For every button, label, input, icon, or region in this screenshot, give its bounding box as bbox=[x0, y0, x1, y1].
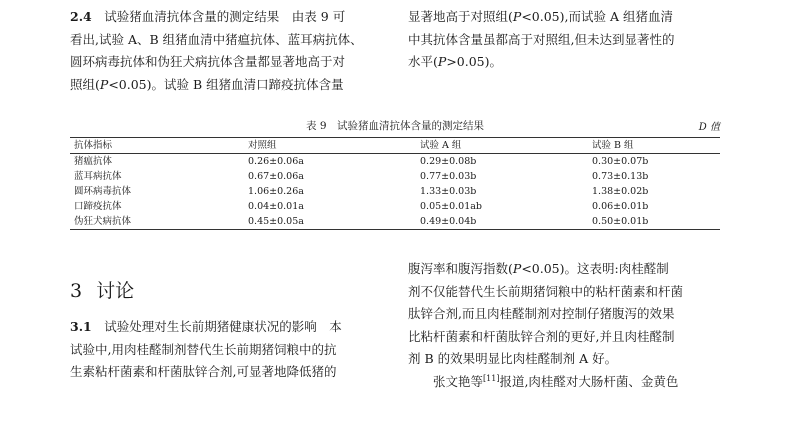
table-row bbox=[70, 214, 720, 230]
table-cell: 0.49±0.04b bbox=[420, 216, 477, 227]
sec3-right-line-6: 张文艳等[11]报道,肉桂醛对大肠杆菌、金黄色 bbox=[433, 373, 679, 389]
sec24-line-4: 照组(P<0.05)。试验 B 组猪血清口蹄疫抗体含量 bbox=[70, 76, 344, 92]
sec3-right-line-3: 肽锌合剂,而且肉桂醛制剂对控制仔猪腹泻的效果 bbox=[408, 306, 675, 321]
section-3-heading: 3 讨论 bbox=[70, 280, 135, 302]
table-title: 表 9 试验猪血清抗体含量的测定结果 bbox=[305, 120, 485, 132]
table-cell: 0.73±0.13b bbox=[592, 171, 649, 182]
sec24-line-3: 圆环病毒抗体和伪狂犬病抗体含量都显著地高于对 bbox=[70, 54, 346, 69]
table-cell: 口蹄疫抗体 bbox=[74, 201, 122, 212]
table-cell: 0.29±0.08b bbox=[420, 156, 477, 167]
sec31-number: 3.1 bbox=[70, 319, 92, 334]
sec24-right-line-2: 中其抗体含量虽都高于对照组,但未达到显著性的 bbox=[408, 31, 675, 47]
table-cell: 猪瘟抗体 bbox=[74, 156, 113, 167]
table-header-row bbox=[70, 138, 720, 154]
table-cell: 1.33±0.03b bbox=[420, 186, 477, 197]
sec3-right-line-1: 腹泻率和腹泻指数(P<0.05)。这表明:肉桂醛制 bbox=[408, 261, 669, 276]
table-row bbox=[70, 154, 720, 170]
table-cell: 0.26±0.06a bbox=[248, 156, 304, 167]
table-unit: D 值 bbox=[698, 122, 720, 133]
section-3-right bbox=[408, 258, 720, 393]
table-row bbox=[70, 184, 720, 199]
table-cell: 0.50±0.01b bbox=[592, 216, 649, 227]
table-cell: 蓝耳病抗体 bbox=[74, 171, 122, 182]
table-cell: 0.45±0.05a bbox=[248, 216, 304, 227]
table-row bbox=[70, 169, 720, 184]
sec3-right-line-2: 剂不仅能替代生长前期猪饲粮中的粘杆菌素和杆菌 bbox=[408, 283, 684, 299]
table-cell: 0.77±0.03b bbox=[420, 171, 477, 182]
header-control: 对照组 bbox=[248, 140, 277, 151]
table-cell: 0.67±0.06a bbox=[248, 171, 304, 182]
citation: [11] bbox=[483, 373, 500, 383]
header-group-a: 试验 A 组 bbox=[420, 140, 462, 151]
sec31-line-1: 3.1 试验处理对生长前期猪健康状况的影响 本 bbox=[70, 319, 342, 334]
table-cell: 0.04±0.01a bbox=[248, 201, 304, 212]
sec24-heading-title: 试验猪血清抗体含量的测定结果 bbox=[104, 9, 280, 24]
antibody-table bbox=[70, 137, 720, 230]
sec31-line-3: 生素粘杆菌素和杆菌肽锌合剂,可显著地降低猪的 bbox=[70, 364, 337, 379]
table-cell: 圆环病毒抗体 bbox=[74, 186, 132, 197]
table-cell: 0.30±0.07b bbox=[592, 156, 649, 167]
header-group-b: 试验 B 组 bbox=[592, 140, 634, 151]
table-cell: 1.38±0.02b bbox=[592, 186, 649, 197]
sec24-line-1: 2.4 试验猪血清抗体含量的测定结果 由表 9 可 bbox=[70, 9, 346, 24]
sec24-line-2: 看出,试验 A、B 组猪血清中猪瘟抗体、蓝耳病抗体、 bbox=[70, 31, 363, 47]
sec24-heading-number: 2.4 bbox=[70, 9, 92, 24]
table-row bbox=[70, 199, 720, 214]
table-cell: 0.05±0.01ab bbox=[420, 201, 483, 212]
table-cell: 1.06±0.26a bbox=[248, 186, 304, 197]
section-3-1-left bbox=[70, 316, 388, 384]
sec24-right-line-3: 水平(P>0.05)。 bbox=[408, 54, 502, 69]
section-2-4-right bbox=[408, 6, 720, 74]
sec31-title: 试验处理对生长前期猪健康状况的影响 bbox=[104, 319, 317, 334]
table-cell: 0.06±0.01b bbox=[592, 201, 649, 212]
header-indicator: 抗体指标 bbox=[74, 140, 113, 151]
sec31-line-2: 试验中,用肉桂醛制剂替代生长前期猪饲粮中的抗 bbox=[70, 341, 337, 357]
sec3-right-line-4: 比粘杆菌素和杆菌肽锌合剂的更好,并且肉桂醛制 bbox=[408, 328, 675, 344]
sec3-right-line-5: 剂 B 的效果明显比肉桂醛制剂 A 好。 bbox=[408, 351, 618, 366]
section-2-4-left bbox=[70, 6, 388, 96]
table-cell: 伪狂犬病抗体 bbox=[74, 216, 132, 227]
sec24-right-line-1: 显著地高于对照组(P<0.05),而试验 A 组猪血清 bbox=[408, 9, 673, 24]
